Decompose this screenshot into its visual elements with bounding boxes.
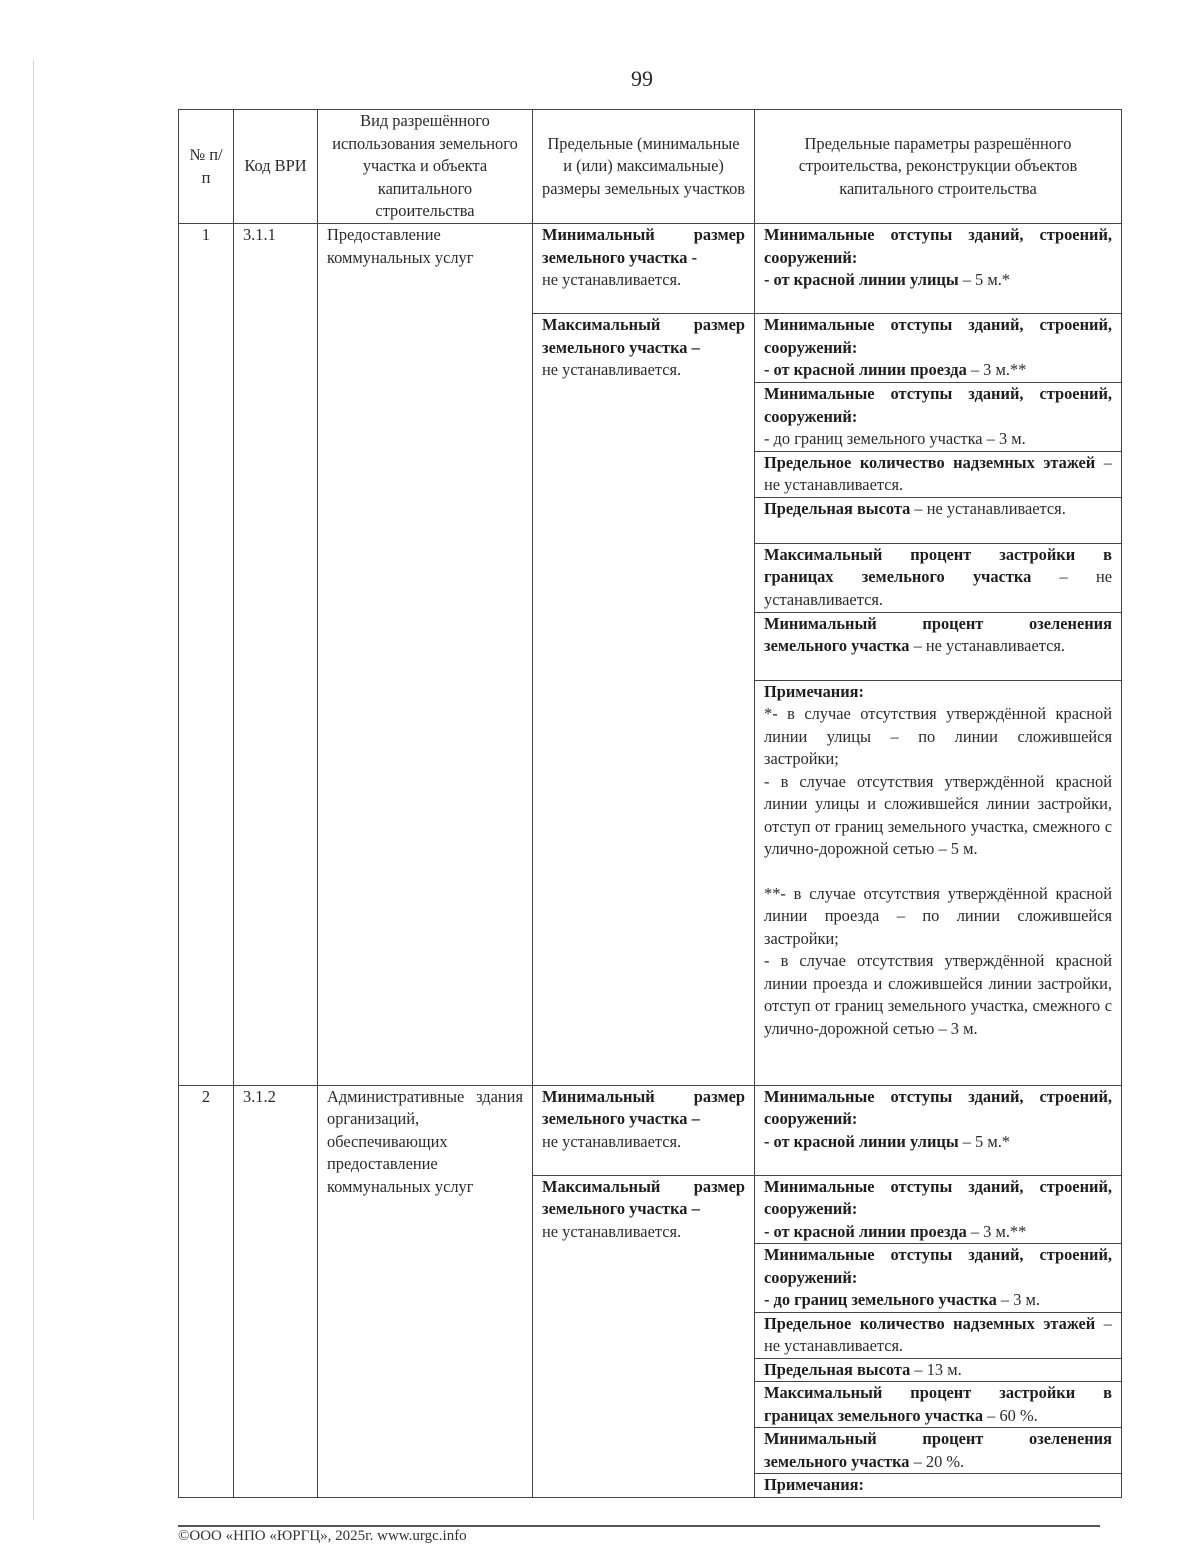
param-label: Минимальные отступы зданий, строений, сооружений: [764,384,1112,426]
param-line: - от красной линии проезда [764,360,967,379]
param-line: - от красной линии улицы [764,1131,959,1151]
param-label: Минимальные отступы зданий, строений, сооружений: [764,1245,1112,1287]
notes-cell [755,680,1122,1085]
param-value: – не устанавливается. [764,452,1112,494]
table-row [179,1085,1122,1175]
row-code: 3.1.2 [234,1085,318,1498]
param-label: Предельная высота [764,1359,911,1379]
note: - в случае отсутствия утверждённой красной линии проезда и сложившейся линии застройки, отступ от границ земельного участка, смежного с улично-дорожной сетью – 3 м. [764,951,1112,1038]
param-label: Предельное количество надземных этажей [764,1313,1096,1333]
notes-title: Примечания: [764,1475,864,1494]
param-value: – 20 %. [909,1451,965,1471]
row-num: 1 [179,224,234,1086]
row-type: Административные здания организаций, обеспечивающих предоставление коммунальных услуг [318,1085,533,1498]
param-label: Минимальные отступы зданий, строений, сооружений: [764,225,1112,267]
param-cell [755,1382,1122,1428]
max-size-label: Максимальный размер земельного участка – [542,315,745,357]
notes-title: Примечания: [764,681,864,701]
param-line: - до границ земельного участка [764,1290,997,1309]
row-num: 2 [179,1085,234,1498]
param-label: Предельная высота [764,498,911,518]
param-cell [755,1358,1122,1382]
table-row [179,224,1122,314]
param-value: – не устанавливается. [764,1313,1112,1355]
note: - в случае отсутствия утверждённой красной линии улицы и сложившейся линии застройки, отступ от границ земельного участка, смежного с улично-дорожной сетью – 5 м. [764,771,1112,858]
notes-cell [755,1474,1122,1498]
param-label: Минимальный процент озеленения земельного участка [764,613,1112,655]
max-size-value: не устанавливается. [542,1221,682,1241]
max-size-label: Максимальный размер земельного участка – [542,1176,745,1218]
param-label: Максимальный процент застройки в границах земельного участка [764,1383,1112,1425]
header-num: № п/п [179,110,234,224]
param-value: – не устанавливается. [909,636,1065,655]
param-value: – 3 м.** [966,360,1027,379]
margin-line [33,60,34,1520]
row-type: Предоставление коммунальных услуг [318,224,533,1086]
note: *- в случае отсутствия утверждённой красной линии улицы – по линии сложившейся застройки; [764,704,1112,768]
min-size-label: Минимальный размер земельного участка - [542,225,745,267]
param-value: – 5 м.* [958,270,1010,289]
param-value: – 3 м. [996,1290,1040,1309]
param-cell [755,383,1122,452]
param-cell [755,314,1122,383]
param-value: – 60 %. [983,1405,1038,1425]
header-type: Вид разрешённого использования земельного участка и объекта капитального строительства [318,110,533,224]
param-cell [755,1244,1122,1313]
param-cell [755,612,1122,680]
regulations-table [178,109,1122,1498]
param-label: Минимальный процент озеленения земельного участка [764,1429,1112,1471]
min-size-value: не устанавливается. [542,1131,682,1151]
param-cell [755,1312,1122,1358]
min-size-label: Минимальный размер земельного участка – [542,1086,745,1128]
param-cell [755,224,1122,314]
param-cell [755,543,1122,612]
param-cell [755,1428,1122,1474]
max-size-value: не устанавливается. [542,360,682,379]
min-size-cell [533,224,755,314]
param-line: - от красной линии проезда [764,1221,967,1241]
param-label: Минимальные отступы зданий, строений, сооружений: [764,1086,1112,1128]
param-line: - от красной линии улицы [764,270,959,289]
param-value: – 13 м. [910,1359,962,1379]
page-number: 99 [631,66,653,91]
param-label: Минимальные отступы зданий, строений, сооружений: [764,1176,1112,1218]
param-label: Предельное количество надземных этажей [764,452,1096,472]
param-label: Минимальные отступы зданий, строений, сооружений: [764,315,1112,357]
min-size-value: не устанавливается. [542,270,682,289]
table-header-row [179,110,1122,224]
param-value: – не устанавливается. [764,567,1112,609]
param-cell [755,1085,1122,1175]
row-code: 3.1.1 [234,224,318,1086]
param-value: – 5 м.* [958,1131,1010,1151]
param-cell [755,451,1122,497]
header-sizes: Предельные (минимальные и (или) максимальные) размеры земельных участков [533,110,755,224]
max-size-cell [533,1175,755,1498]
param-value: – 3 м.** [966,1221,1027,1241]
footer-text: ©ООО «НПО «ЮРГЦ», 2025г. www.urgc.info [178,1528,467,1544]
param-label: Максимальный процент застройки в границах земельного участка [764,544,1112,586]
note: **- в случае отсутствия утверждённой красной линии проезда – по линии сложившейся застройки; [764,883,1112,948]
param-cell [755,1175,1122,1244]
min-size-cell [533,1085,755,1175]
param-cell [755,497,1122,543]
header-params: Предельные параметры разрешённого строительства, реконструкции объектов капитального строительства [755,110,1122,224]
header-code: Код ВРИ [234,110,318,224]
param-value: – не устанавливается. [910,498,1066,518]
max-size-cell [533,314,755,1086]
param-value: - до границ земельного участка – 3 м. [764,429,1026,448]
